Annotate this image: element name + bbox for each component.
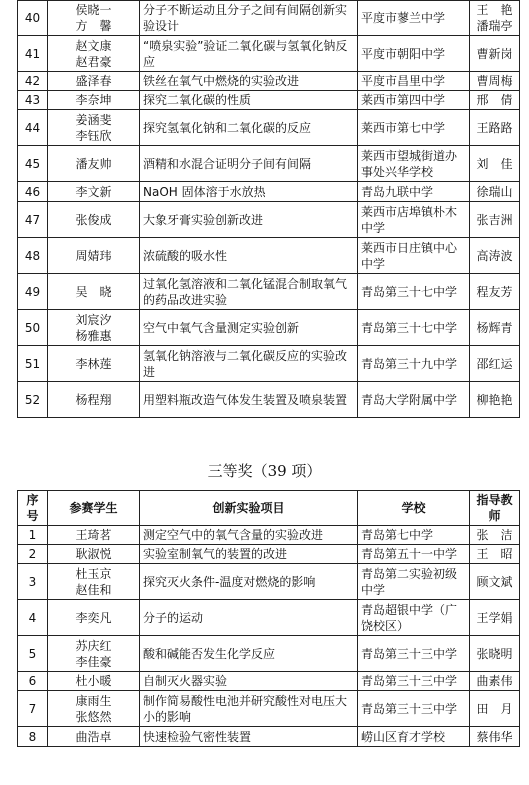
table-row (18, 36, 520, 72)
cell-school: 莱西市望城街道办事处兴华学校 (358, 146, 470, 182)
cell-students: 曲浩卓 (48, 727, 140, 747)
table-row (18, 526, 520, 545)
table-row (18, 727, 520, 747)
cell-project: “喷泉实验”验证二氧化碳与氢氧化钠反应 (140, 36, 358, 72)
cell-students: 杜小暖 (48, 672, 140, 691)
cell-students: 杜玉京 赵佳和 (48, 564, 140, 600)
table-row (18, 91, 520, 110)
cell-school: 莱西市第七中学 (358, 110, 470, 146)
cell-project: 自制灭火器实验 (140, 672, 358, 691)
cell-num: 6 (18, 672, 48, 691)
cell-num: 42 (18, 72, 48, 91)
cell-students: 张俊成 (48, 202, 140, 238)
cell-teacher: 张 洁 (470, 526, 520, 545)
cell-school: 青岛九联中学 (358, 182, 470, 202)
cell-students: 吴 晓 (48, 274, 140, 310)
cell-teacher: 杨辉青 (470, 310, 520, 346)
cell-project: 制作简易酸性电池并研究酸性对电压大小的影响 (140, 691, 358, 727)
table-row (18, 346, 520, 382)
cell-school: 青岛超银中学（广饶校区） (358, 600, 470, 636)
cell-num: 5 (18, 636, 48, 672)
cell-teacher: 王 艳 潘瑞亭 (470, 1, 520, 36)
cell-teacher: 徐瑞山 (470, 182, 520, 202)
cell-teacher: 高涛波 (470, 238, 520, 274)
cell-school: 莱西市日庄镇中心中学 (358, 238, 470, 274)
header-project: 创新实验项目 (140, 491, 358, 526)
cell-num: 49 (18, 274, 48, 310)
cell-teacher: 王学娟 (470, 600, 520, 636)
cell-project: 测定空气中的氧气含量的实验改进 (140, 526, 358, 545)
cell-teacher: 程友芳 (470, 274, 520, 310)
header-num: 序 号 (18, 491, 48, 526)
cell-project: 用塑料瓶改造气体发生装置及喷泉装置 (140, 382, 358, 418)
table-header-row (18, 491, 520, 526)
table-row (18, 672, 520, 691)
cell-num: 4 (18, 600, 48, 636)
cell-students: 盛泽春 (48, 72, 140, 91)
cell-teacher: 邵红运 (470, 346, 520, 382)
cell-num: 7 (18, 691, 48, 727)
cell-teacher: 曹周梅 (470, 72, 520, 91)
cell-school: 莱西市店埠镇朴木中学 (358, 202, 470, 238)
cell-students: 周婧玮 (48, 238, 140, 274)
header-teacher: 指导教师 (470, 491, 520, 526)
cell-num: 51 (18, 346, 48, 382)
table-row (18, 182, 520, 202)
header-school: 学校 (358, 491, 470, 526)
cell-project: NaOH 固体溶于水放热 (140, 182, 358, 202)
section-title-third-prize: 三等奖（39 项） (207, 462, 322, 480)
cell-teacher: 张吉洲 (470, 202, 520, 238)
table-row (18, 146, 520, 182)
table-row (18, 600, 520, 636)
cell-students: 杨程翔 (48, 382, 140, 418)
cell-teacher: 王 昭 (470, 545, 520, 564)
cell-teacher: 曲素伟 (470, 672, 520, 691)
cell-num: 40 (18, 1, 48, 36)
award-table-third-prize (17, 490, 520, 747)
cell-students: 潘友帅 (48, 146, 140, 182)
cell-students: 李文新 (48, 182, 140, 202)
cell-num: 46 (18, 182, 48, 202)
cell-students: 李林莲 (48, 346, 140, 382)
cell-num: 52 (18, 382, 48, 418)
cell-num: 43 (18, 91, 48, 110)
cell-students: 李奈坤 (48, 91, 140, 110)
cell-school: 青岛第三十九中学 (358, 346, 470, 382)
cell-project: 酒精和水混合证明分子间有间隔 (140, 146, 358, 182)
cell-teacher: 张晓明 (470, 636, 520, 672)
cell-school: 莱西市第四中学 (358, 91, 470, 110)
cell-school: 平度市蓼兰中学 (358, 1, 470, 36)
table-row (18, 72, 520, 91)
award-table-second-prize (17, 0, 520, 418)
cell-project: 快速检验气密性装置 (140, 727, 358, 747)
cell-school: 青岛第二实验初级中学 (358, 564, 470, 600)
cell-school: 崂山区育才学校 (358, 727, 470, 747)
cell-num: 48 (18, 238, 48, 274)
cell-project: 探究二氧化碳的性质 (140, 91, 358, 110)
table-row (18, 382, 520, 418)
cell-teacher: 蔡伟华 (470, 727, 520, 747)
cell-num: 44 (18, 110, 48, 146)
cell-school: 青岛第三十三中学 (358, 691, 470, 727)
cell-num: 41 (18, 36, 48, 72)
cell-num: 50 (18, 310, 48, 346)
cell-num: 8 (18, 727, 48, 747)
award-table-body (18, 526, 520, 747)
cell-project: 酸和碱能否发生化学反应 (140, 636, 358, 672)
cell-students: 姜涵斐 李钰欣 (48, 110, 140, 146)
cell-num: 3 (18, 564, 48, 600)
cell-school: 青岛大学附属中学 (358, 382, 470, 418)
cell-students: 李奕凡 (48, 600, 140, 636)
cell-school: 青岛第三十七中学 (358, 274, 470, 310)
cell-teacher: 曹新岗 (470, 36, 520, 72)
cell-students: 刘宸汐 杨雅惠 (48, 310, 140, 346)
cell-students: 苏庆红 李佳豪 (48, 636, 140, 672)
cell-num: 1 (18, 526, 48, 545)
table-row (18, 636, 520, 672)
cell-students: 侯晓一 方 馨 (48, 1, 140, 36)
cell-project: 实验室制氧气的装置的改进 (140, 545, 358, 564)
table-row (18, 310, 520, 346)
cell-num: 47 (18, 202, 48, 238)
cell-school: 青岛第三十三中学 (358, 636, 470, 672)
cell-num: 2 (18, 545, 48, 564)
header-students: 参赛学生 (48, 491, 140, 526)
cell-students: 康雨生 张悠然 (48, 691, 140, 727)
cell-project: 铁丝在氧气中燃烧的实验改进 (140, 72, 358, 91)
cell-project: 浓硫酸的吸水性 (140, 238, 358, 274)
cell-project: 分子的运动 (140, 600, 358, 636)
cell-school: 青岛第三十七中学 (358, 310, 470, 346)
cell-students: 耿淑悦 (48, 545, 140, 564)
table-row (18, 238, 520, 274)
cell-school: 平度市昌里中学 (358, 72, 470, 91)
cell-num: 45 (18, 146, 48, 182)
cell-project: 探究灭火条件-温度对燃烧的影响 (140, 564, 358, 600)
table-row (18, 274, 520, 310)
cell-teacher: 邢 倩 (470, 91, 520, 110)
table-row (18, 564, 520, 600)
cell-teacher: 柳艳艳 (470, 382, 520, 418)
cell-teacher: 顾文斌 (470, 564, 520, 600)
table-row (18, 545, 520, 564)
cell-school: 青岛第三十三中学 (358, 672, 470, 691)
cell-school: 青岛第七中学 (358, 526, 470, 545)
table-row (18, 1, 520, 36)
cell-teacher: 田 月 (470, 691, 520, 727)
cell-project: 氢氧化钠溶液与二氧化碳反应的实验改进 (140, 346, 358, 382)
table-row (18, 110, 520, 146)
cell-students: 王琦茗 (48, 526, 140, 545)
cell-teacher: 刘 佳 (470, 146, 520, 182)
cell-project: 过氧化氢溶液和二氧化锰混合制取氧气的药品改进实验 (140, 274, 358, 310)
award-table-body (18, 1, 520, 418)
cell-students: 赵文康 赵君豪 (48, 36, 140, 72)
cell-project: 空气中氧气含量测定实验创新 (140, 310, 358, 346)
cell-school: 青岛第五十一中学 (358, 545, 470, 564)
cell-project: 大象牙膏实验创新改进 (140, 202, 358, 238)
cell-school: 平度市朝阳中学 (358, 36, 470, 72)
cell-project: 分子不断运动且分子之间有间隔创新实验设计 (140, 1, 358, 36)
cell-project: 探究氢氧化钠和二氧化碳的反应 (140, 110, 358, 146)
cell-teacher: 王路路 (470, 110, 520, 146)
table-row (18, 202, 520, 238)
table-row (18, 691, 520, 727)
